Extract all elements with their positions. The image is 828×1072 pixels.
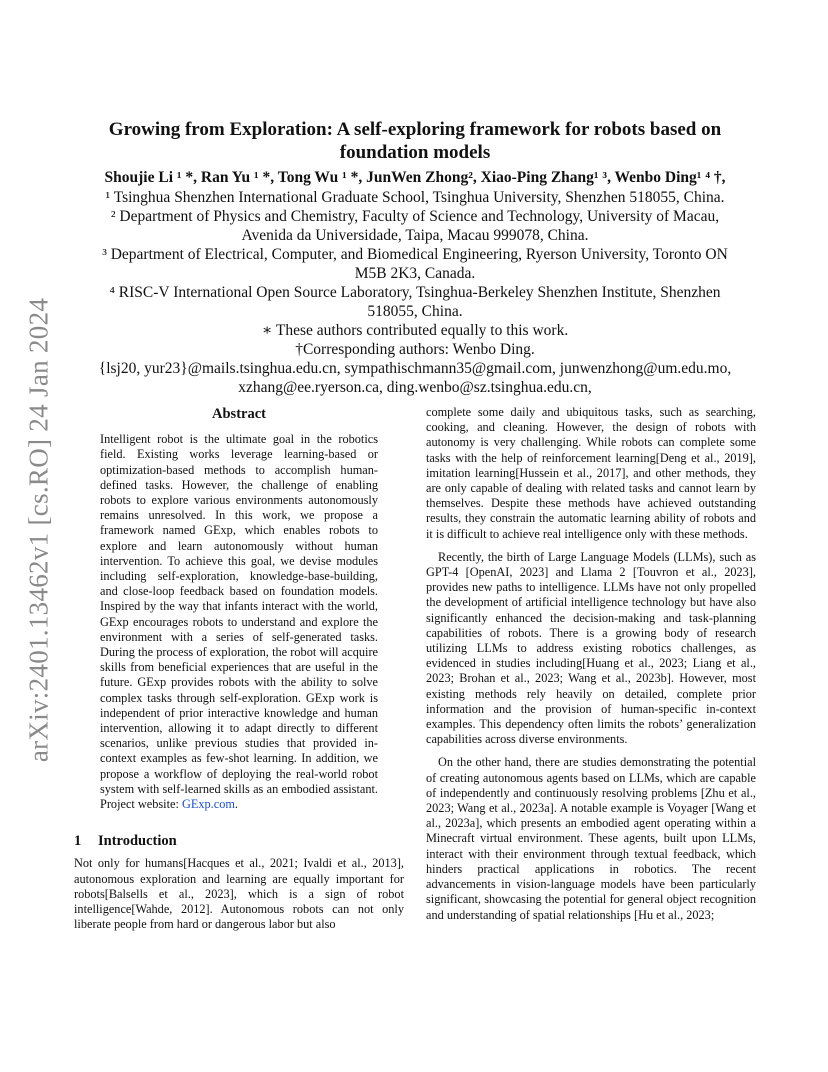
affiliation-2-line-2: Avenida da Universidade, Taipa, Macau 999078, China. (241, 227, 589, 244)
title-line-2: foundation models (339, 142, 491, 163)
title-line-1: Growing from Exploration: A self-exploring framework for robots based on (108, 119, 722, 140)
affiliation-3 (74, 245, 756, 283)
affiliation-3-line-2: M5B 2K3, Canada. (354, 265, 476, 282)
abstract-end-period: . (234, 797, 238, 812)
left-column (74, 405, 404, 941)
affiliation-2-line-1: ² Department of Physics and Chemistry, Faculty of Science and Technology, University of Macau, (110, 208, 720, 225)
paper-title (74, 118, 756, 164)
emails-line-1: {lsj20, yur23}@mails.tsinghua.edu.cn, sympathischmann35@gmail.com, junwenzhong@um.edu.mo, (98, 360, 732, 377)
affiliation-4-line-2: 518055, China. (367, 303, 463, 320)
affiliation-1: ¹ Tsinghua Shenzhen International Graduate School, Tsinghua University, Shenzhen 518055, China. (105, 189, 725, 206)
corresponding-author-note: †Corresponding authors: Wenbo Ding. (295, 341, 535, 358)
project-website-link[interactable]: GExp.com (181, 797, 235, 812)
section-number: 1 (74, 833, 82, 850)
right-paragraph-1: complete some daily and ubiquitous tasks, such as searching, cooking, and cleaning. However, the design of robots with autonomy is very challenging. While robots can complete some tasks with the help of reinforcement learning[Deng et al., 2019], imitation learning[Hussein et al., 2017], and other methods, they are only capable of dealing with related tasks and cannot learn by themselves. Despite these methods have achieved outstanding results, they constrain the automatic learning ability of robots and it is difficult to achieve real intelligence only with these methods. (426, 405, 756, 541)
paper-header (74, 118, 756, 397)
right-paragraph-3: On the other hand, there are studies demonstrating the potential of creating autonomous agents based on LLMs, which are capable of independently and continuously resolving problems [Zhu et al., 2023; Wang et al., 2023a]. A notable example is Voyager [Wang et al., 2023a], which presents an embodied agent operating within a Minecraft virtual environment. These agents, built upon LLMs, interact with their environment through textual feedback, which hinders practical applications in robotics. The recent advancements in vision-language models have been particularly significant, showcasing the potential for general object recognition and understanding of spatial relationships [Hu et al., 2023; (426, 755, 756, 922)
right-paragraph-2: Recently, the birth of Large Language Models (LLMs), such as GPT-4 [OpenAI, 2023] and Llama 2 [Touvron et al., 2023], provides new paths to intelligence. LLMs have not only propelled the development of artificial intelligence technology but have also significantly enhanced the decision-making and task-planning capabilities of robots. There is a growing body of research utilizing LLMs to address existing robotics challenges, as evidenced in studies including[Huang et al., 2023; Liang et al., 2023; Brohan et al., 2023; Wang et al., 2023b]. However, most existing methods rely heavily on detailed, complete prior information and the provision of human-specific in-context examples. This dependency often limits the robots’ generalization capabilities across diverse environments. (426, 549, 756, 747)
abstract-body (74, 432, 404, 812)
emails-line-2: xzhang@ee.ryerson.ca, ding.wenbo@sz.tsinghua.edu.cn, (238, 379, 592, 396)
arxiv-identifier-stamp (16, 297, 62, 763)
author-list: Shoujie Li ¹ *, Ran Yu ¹ *, Tong Wu ¹ *, JunWen Zhong², Xiao-Ping Zhang¹ ³, Wenbo Ding¹ ⁴ †, (104, 169, 726, 186)
affiliation-4-line-1: ⁴ RISC-V International Open Source Laboratory, Tsinghua-Berkeley Shenzhen Institute, Shenzhen (109, 284, 721, 301)
equal-contribution-note: ∗ These authors contributed equally to this work. (261, 322, 569, 339)
author-emails (74, 359, 756, 397)
arxiv-stamp-text: arXiv:2401.13462v1 [cs.RO] 24 Jan 2024 (23, 297, 54, 763)
section-title-text: Introduction (98, 833, 177, 850)
affiliation-2 (74, 207, 756, 245)
affiliation-4 (74, 283, 756, 321)
right-column (426, 405, 756, 931)
affiliation-3-line-1: ³ Department of Electrical, Computer, and Biomedical Engineering, Ryerson University, Toronto ON (102, 246, 728, 263)
introduction-paragraph-1: Not only for humans[Hacques et al., 2021; Ivaldi et al., 2013], autonomous exploration and learning are equally important for robots[Balsells et al., 2023], which is a sign of robot intelligence[Wahde, 2012]. Autonomous robots can not only liberate people from hard or dangerous labor but also (74, 856, 404, 932)
introduction-heading (74, 834, 404, 849)
abstract-text: Intelligent robot is the ultimate goal in the robotics field. Existing works leverage learning-based or optimization-based methods to accomplish human-defined tasks. However, the challenge of enabling robots to explore various environments autonomously remains unresolved. In this work, we propose a framework named GExp, which enables robots to explore and learn autonomously without human intervention. To achieve this goal, we devise modules including self-exploration, knowledge-base-building, and close-loop feedback based on foundation models. Inspired by the way that infants interact with the world, GExp encourages robots to understand and explore the environment with a series of self-generated tasks. During the process of exploration, the robot will acquire skills from beneficial experiences that are useful in the future. GExp provides robots with the ability to solve complex tasks through self-exploration. GExp work is independent of prior interactive knowledge and human intervention, allowing it to adapt directly to different scenarios, unlike previous studies that provided in-context examples as few-shot learning. In addition, we propose a workflow of deploying the real-world robot system with self-learned skills as an embodied assistant. Project website: (100, 432, 378, 812)
abstract-heading: Abstract (212, 406, 266, 422)
